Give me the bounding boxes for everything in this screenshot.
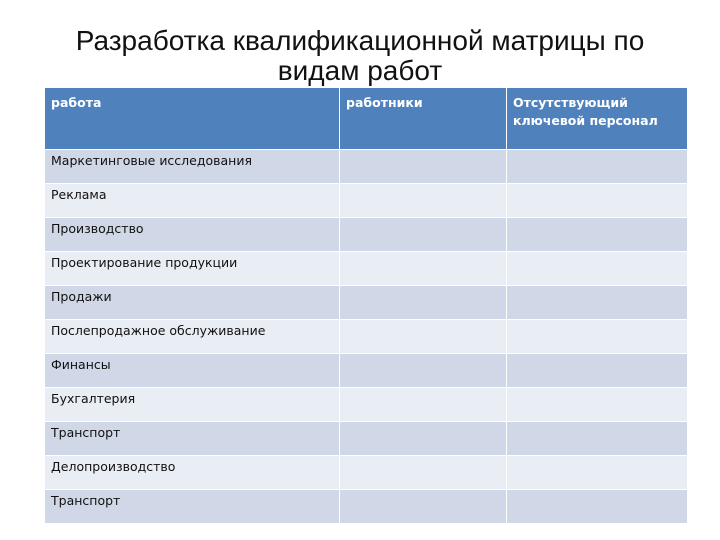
cell-missing-personnel: [507, 320, 688, 354]
table-row: [45, 354, 688, 388]
cell-missing-personnel: [507, 218, 688, 252]
cell-missing-personnel: [507, 490, 688, 524]
cell-workers: [340, 218, 507, 252]
table-row: [45, 456, 688, 490]
cell-missing-personnel: [507, 184, 688, 218]
cell-missing-personnel: [507, 354, 688, 388]
cell-work: Послепродажное обслуживание: [45, 320, 340, 354]
cell-missing-personnel: [507, 422, 688, 456]
cell-workers: [340, 184, 507, 218]
cell-work: Транспорт: [45, 422, 340, 456]
cell-workers: [340, 354, 507, 388]
table-body: [45, 150, 688, 524]
table-header-row: [45, 88, 688, 150]
cell-workers: [340, 456, 507, 490]
cell-missing-personnel: [507, 286, 688, 320]
cell-workers: [340, 422, 507, 456]
table-row: [45, 252, 688, 286]
table-row: [45, 184, 688, 218]
cell-workers: [340, 490, 507, 524]
cell-workers: [340, 286, 507, 320]
cell-missing-personnel: [507, 252, 688, 286]
table-row: [45, 490, 688, 524]
cell-workers: [340, 252, 507, 286]
header-cell-missing-personnel: Отсутствующий ключевой персонал: [507, 88, 688, 150]
slide-title: Разработка квалификационной матрицы по видам работ: [75, 25, 645, 86]
cell-work: Транспорт: [45, 490, 340, 524]
header-cell-work: работа: [45, 88, 340, 150]
cell-work: Финансы: [45, 354, 340, 388]
cell-missing-personnel: [507, 456, 688, 490]
cell-work: Продажи: [45, 286, 340, 320]
cell-work: Бухгалтерия: [45, 388, 340, 422]
table-row: [45, 150, 688, 184]
cell-workers: [340, 388, 507, 422]
cell-missing-personnel: [507, 388, 688, 422]
table-row: [45, 286, 688, 320]
cell-work: Реклама: [45, 184, 340, 218]
table-row: [45, 388, 688, 422]
table-row: [45, 422, 688, 456]
table-row: [45, 320, 688, 354]
cell-work: Проектирование продукции: [45, 252, 340, 286]
cell-workers: [340, 320, 507, 354]
cell-work: Производство: [45, 218, 340, 252]
table-row: [45, 218, 688, 252]
qualification-matrix-table: [44, 87, 688, 524]
cell-workers: [340, 150, 507, 184]
cell-work: Делопроизводство: [45, 456, 340, 490]
header-cell-workers: работники: [340, 88, 507, 150]
cell-work: Маркетинговые исследования: [45, 150, 340, 184]
cell-missing-personnel: [507, 150, 688, 184]
